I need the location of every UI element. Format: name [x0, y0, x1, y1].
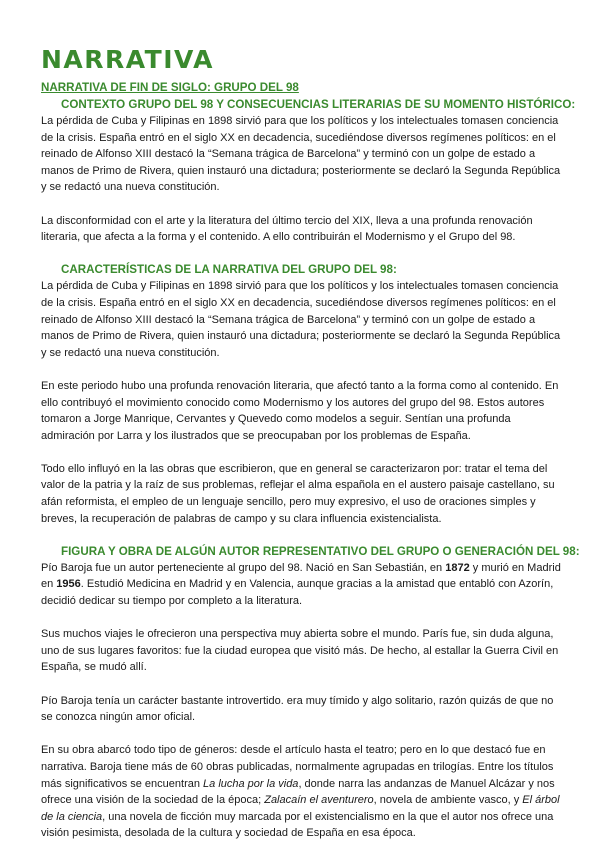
paragraph-viajes: Sus muchos viajes le ofrecieron una perspectiva muy abierta sobre el mundo. París fue, sin duda alguna, uno de sus lugares favoritos: fue la ciudad europea que visitó más. De hecho, al estallar la Guerra Civil en España, se mudó allí. [41, 628, 559, 674]
text-run: , novela de ambiente vasco, y [373, 794, 523, 807]
paragraph: La disconformidad con el arte y la literatura del último tercio del XIX, lleva a una profunda renovación literaria, que afecta a la forma y el contenido. A ello contribuirán el Modernismo y el Grupo del 98. [41, 214, 533, 244]
paragraph-biografia [41, 560, 562, 610]
paragraph-caracter: Pío Baroja tenía un carácter bastante introvertido. era muy tímido y algo solitario, razón quizás de que no se conozca ningún amor oficial. [41, 694, 554, 724]
text-run: . Estudió Medicina en Madrid y en Valencia, aunque gracias a la amistad que entabló con Azorín, decidió dedicar su tiempo por completo a la literatura. [41, 578, 554, 608]
text-run: y murió en Madrid en [41, 561, 561, 591]
section-heading-caracteristicas: CARACTERÍSTICAS DE LA NARRATIVA DEL GRUPO DEL 98: [61, 263, 397, 277]
paragraph: Todo ello influyó en la las obras que escribieron, que en general se caracterizaron por: tratar el tema del valor de la patria y la raíz de sus problemas, reflejar el alma española en el austero paisaje castellano, su afán reformista, el empleo de un lenguaje sencillo, pero muy expresivo, el uso de oraciones simples y breves, la recuperación de palabras de campo y su clara influencia existencialista. [41, 462, 555, 525]
document-subtitle: NARRATIVA DE FIN DE SIGLO: GRUPO DEL 98 [41, 81, 299, 94]
birth-year: 1872 [445, 561, 470, 574]
text-run: , donde narra las andanzas de Manuel Alcázar y nos ofrece una visión de la sociedad de la época; [41, 777, 555, 807]
book-title: La lucha por la vida [203, 777, 299, 790]
book-title: Zalacaín el aventurero [264, 794, 374, 807]
text-run: Pío Baroja fue un autor perteneciente al grupo del 98. Nació en San Sebastián, en [41, 561, 446, 574]
paragraph-obra [41, 742, 562, 842]
text-run: , una novela de ficción muy marcada por el existencialismo en la que el autor nos ofrece una visión pesimista, desolada de la cultura y sociedad de España en esa época. [41, 810, 554, 840]
paragraph: En este periodo hubo una profunda renovación literaria, que afectó tanto a la forma como al contenido. En ello contribuyó el movimiento conocido como Modernismo y los autores del grupo del 98. Estos autores tomaron a Jorge Manrique, Cervantes y Quevedo como modelos a seguir. Sentían una profunda admiración por Larra y los ilustrados que se preocupaban por los problemas de España. [41, 379, 559, 442]
death-year: 1956 [56, 578, 81, 591]
paragraph: La pérdida de Cuba y Filipinas en 1898 sirvió para que los políticos y los intelectuales tomasen conciencia de la crisis. España entró en el siglo XX en decadencia, sucediéndose diversos regímenes políticos: en el reinado de Alfonso XIII destacó la “Semana trágica de Barcelona” y terminó con un golpe de estado a manos de Primo de Rivera, quien instauró una dictadura; posteriormente se declaró la Segunda República y se redactó una nueva constitución. [41, 280, 561, 359]
text-run: En su obra abarcó todo tipo de géneros: desde el artículo hasta el teatro; pero en lo que destacó fue en narrativa. Baroja tiene más de 60 obras publicadas, normalmente agrupadas en trilogías. Entre los títulos más significativos se encuentran [41, 744, 554, 790]
paragraph: La pérdida de Cuba y Filipinas en 1898 sirvió para que los políticos y los intelectuales tomasen conciencia de la crisis. España entró en el siglo XX en decadencia, sucediéndose diversos regímenes políticos: en el reinado de Alfonso XIII destacó la “Semana trágica de Barcelona” y terminó con un golpe de estado a manos de Primo de Rivera, quien instauró una dictadura; posteriormente se declaró la Segunda República y se redactó una nueva constitución. [41, 115, 561, 194]
section-heading-figura-obra: FIGURA Y OBRA DE ALGÚN AUTOR REPRESENTATIVO DEL GRUPO O GENERACIÓN DEL 98: [61, 544, 580, 558]
document-title: NARRATIVA [41, 45, 215, 74]
book-title: El árbol de la ciencia [41, 794, 560, 823]
section-heading-contexto: CONTEXTO GRUPO DEL 98 Y CONSECUENCIAS LITERARIAS DE SU MOMENTO HISTÓRICO: [61, 98, 576, 111]
